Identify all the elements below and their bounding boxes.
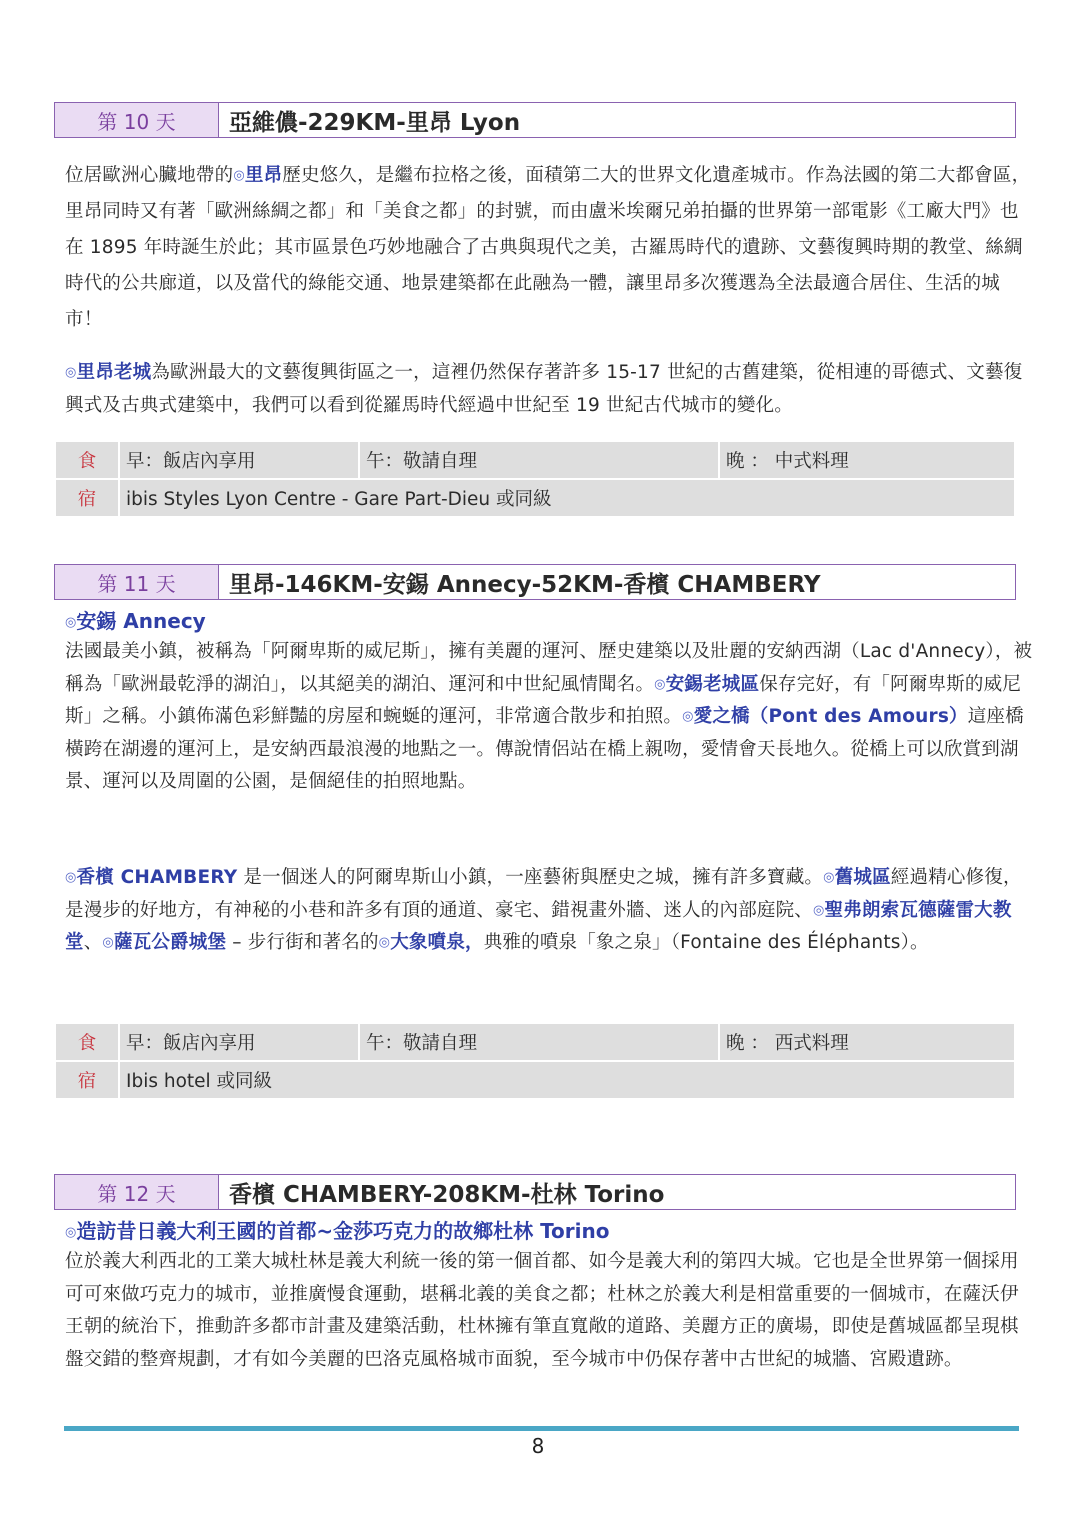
hotel-key: 宿 xyxy=(55,1061,119,1099)
bullet-icon: ◎ xyxy=(65,1225,77,1240)
hotel-cell: Ibis hotel 或同級 xyxy=(119,1061,1015,1099)
day-10-header xyxy=(54,102,1016,138)
day-10-old-town-paragraph: ◎里昂老城為歐洲最大的文藝復興街區之一，這裡仍然保存著許多 15-17 世紀的古舊建築，從相連的哥德式、文藝復興式及古典式建築中，我們可以看到從羅馬時代經過中世紀至 19 世紀古代城市的變化。 xyxy=(65,362,1023,416)
hotel-key: 宿 xyxy=(55,479,119,517)
day-10-intro-paragraph: 位居歐洲心臟地帶的◎里昂歷史悠久，是繼布拉格之後，面積第二大的世界文化遺產城市。作為法國的第二大都會區，里昂同時又有著「歐洲絲綢之都」和「美食之都」的封號，而由盧米埃爾兄弟拍攝的世界第一部電影《工廠大門》也在 1895 年時誕生於此；其市區景色巧妙地融合了古典與現代之美，古羅馬時代的遺跡、文藝復興時期的教堂、絲綢時代的公共廊道，以及當代的綠能交通、地景建築都在此融為一體，讓里昂多次獲選為全法最適合居住、生活的城市！ xyxy=(65,165,1031,330)
day-11-meals-table xyxy=(54,1022,1016,1100)
highlight-old-town: 舊城區 xyxy=(834,867,891,888)
dinner-cell: 晚 ： 西式料理 xyxy=(719,1023,1015,1061)
meals-row xyxy=(55,441,1015,479)
bullet-icon: ◎ xyxy=(65,870,77,885)
day-11-annecy-paragraph: 法國最美小鎮，被稱為「阿爾卑斯的威尼斯」，擁有美麗的運河、歷史建築以及壯麗的安納西湖（Lac d'Annecy），被稱為「歐洲最乾淨的湖泊」，以其絕美的湖泊、運河和中世紀風情聞名。◎安錫老城區保存完好，有「阿爾卑斯的威尼斯」之稱。小鎮佈滿色彩鮮豔的房屋和蜿蜒的運河，非常適合散步和拍照。◎愛之橋（Pont des Amours）這座橋橫跨在湖邊的運河上，是安納西最浪漫的地點之一。傳說情侶站在橋上親吻，愛情會天長地久。從橋上可以欣賞到湖景、運河以及周圍的公園，是個絕佳的拍照地點。 xyxy=(65,641,1033,792)
bullet-icon: ◎ xyxy=(102,935,114,950)
day-title: 亞維儂-229KM-里昂 Lyon xyxy=(229,109,521,136)
day-11-header xyxy=(54,564,1016,600)
day-12-header xyxy=(54,1174,1016,1210)
highlight-annecy-old-town: 安錫老城區 xyxy=(665,673,760,695)
highlight-elephant-fountain: 大象噴泉， xyxy=(390,932,484,953)
bullet-icon: ◎ xyxy=(233,168,245,183)
lunch-cell: 午：敬請自理 xyxy=(359,1023,719,1061)
hotel-cell: ibis Styles Lyon Centre - Gare Part-Dieu 或同級 xyxy=(119,479,1015,517)
meal-key: 食 xyxy=(55,441,119,479)
bullet-icon: ◎ xyxy=(813,902,825,918)
day-label: 第 12 天 xyxy=(55,1175,219,1209)
breakfast-cell: 早：飯店內享用 xyxy=(119,1023,359,1061)
bullet-icon: ◎ xyxy=(654,676,666,692)
day-12-subtitle: ◎造訪昔日義大利王國的首都~金莎巧克力的故鄉杜林 Torino xyxy=(65,1219,610,1243)
breakfast-cell: 早：飯店內享用 xyxy=(119,441,359,479)
highlight-chambery: 香檳 CHAMBERY xyxy=(76,867,238,888)
footer-divider xyxy=(64,1426,1019,1431)
day-10-meals-table xyxy=(54,440,1016,518)
bullet-icon: ◎ xyxy=(823,870,835,885)
day-title: 香檳 CHAMBERY-208KM-杜林 Torino xyxy=(229,1181,665,1208)
dinner-cell: 晚 ： 中式料理 xyxy=(719,441,1015,479)
meals-row xyxy=(55,1023,1015,1061)
page-number: 8 xyxy=(531,1434,545,1458)
hotel-row xyxy=(55,479,1015,517)
bullet-icon: ◎ xyxy=(65,365,77,380)
hotel-row xyxy=(55,1061,1015,1099)
lunch-cell: 午：敬請自理 xyxy=(359,441,719,479)
meal-key: 食 xyxy=(55,1023,119,1061)
highlight-pont-des-amours: 愛之橋（Pont des Amours） xyxy=(693,706,968,727)
day-11-chambery-paragraph: ◎香檳 CHAMBERY 是一個迷人的阿爾卑斯山小鎮，一座藝術與歷史之城，擁有許多寶藏。◎舊城區經過精心修復，是漫步的好地方，有神秘的小巷和許多有頂的通道、豪宅、錯視畫外牆、迷人的內部庭院、◎聖弗朗索瓦德薩雷大教堂、◎薩瓦公爵城堡 – 步行街和著名的◎大象噴泉，典雅的噴泉「象之泉」（Fontaine des Éléphants）。 xyxy=(65,867,1022,953)
highlight-castle: 薩瓦公爵城堡 xyxy=(113,932,227,953)
day-label: 第 10 天 xyxy=(55,103,219,137)
day-12-torino-paragraph: 位於義大利西北的工業大城杜林是義大利統一後的第一個首都、如今是義大利的第四大城。它也是全世界第一個採用可可來做巧克力的城市，並推廣慢食運動，堪稱北義的美食之都；杜林之於義大利是相當重要的一個城市，在薩沃伊王朝的統治下，推動許多都市計畫及建築活動，杜林擁有筆直寬敞的道路、美麗方正的廣場，即使是舊城區都呈現棋盤交錯的整齊規劃，才有如今美麗的巴洛克風格城市面貌，至今城市中仍保存著中古世紀的城牆、宮殿遺跡。 xyxy=(65,1251,1019,1370)
bullet-icon: ◎ xyxy=(65,615,77,630)
highlight-cathedral: 聖弗朗索瓦德薩雷大教堂 xyxy=(65,899,1012,953)
highlight-lyon: 里昂 xyxy=(244,165,283,186)
bullet-icon: ◎ xyxy=(682,709,694,724)
day-11-subtitle: ◎安錫 Annecy xyxy=(65,609,206,633)
day-label: 第 11 天 xyxy=(55,565,219,599)
day-title: 里昂-146KM-安錫 Annecy-52KM-香檳 CHAMBERY xyxy=(229,571,821,598)
bullet-icon: ◎ xyxy=(378,935,391,950)
highlight-lyon-old-town: 里昂老城 xyxy=(76,362,152,383)
